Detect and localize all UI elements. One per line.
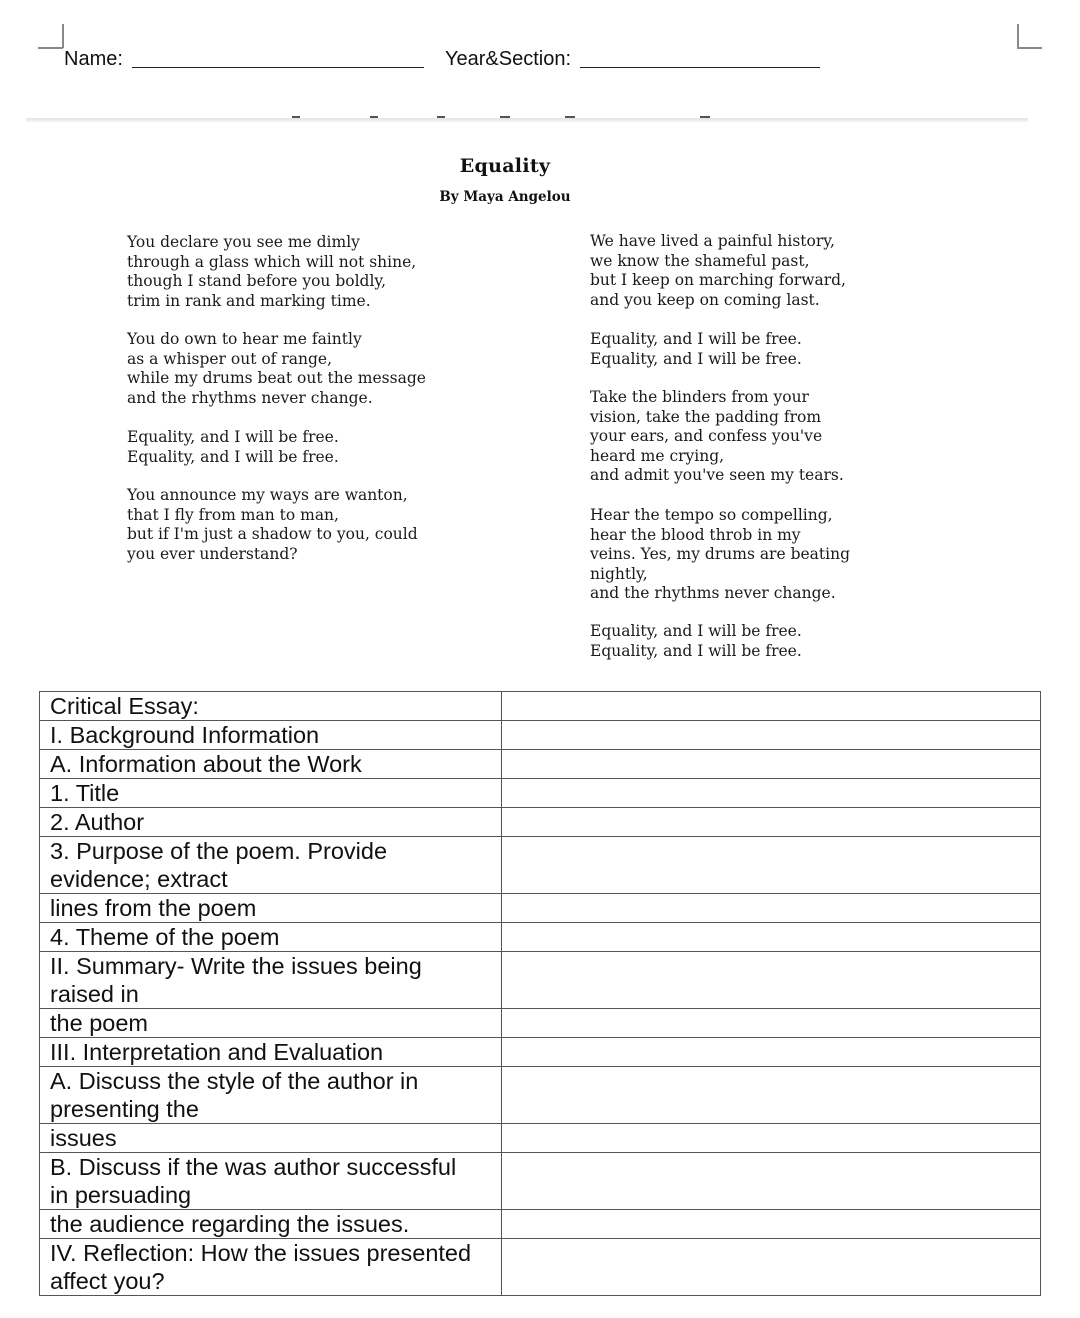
poem-line: You announce my ways are wanton, (127, 486, 408, 504)
poem-stanza (127, 330, 426, 408)
poem-line: your ears, and confess you've (590, 427, 823, 446)
row-label: the audience regarding the issues. (40, 1210, 502, 1239)
poem-refrain (590, 330, 802, 369)
poem-line: while my drums beat out the message (127, 369, 426, 388)
table-row (40, 1124, 1041, 1153)
answer-cell[interactable] (502, 894, 1041, 923)
year-section-label: Year&Section: (445, 48, 572, 70)
crop-mark-top-left-horizontal (38, 47, 63, 49)
poem-line: Equality, and I will be free. (590, 641, 802, 660)
critical-essay-table (39, 691, 1041, 1296)
table-row (40, 894, 1041, 923)
poem-line: You declare you see me dimly (127, 233, 360, 251)
poem-line: you ever understand? (127, 544, 298, 563)
poem-refrain (127, 428, 339, 467)
poem-line: Equality, and I will be free. (590, 349, 802, 368)
table-row (40, 1239, 1041, 1296)
poem-title: Equality (459, 155, 551, 177)
poem-line: Take the blinders from your (590, 388, 809, 406)
row-label: 3. Purpose of the poem. Provide evidence; extract (40, 837, 502, 894)
row-label: Critical Essay: (40, 692, 502, 721)
answer-cell[interactable] (502, 1067, 1041, 1124)
table-row (40, 1067, 1041, 1124)
table-row (40, 923, 1041, 952)
poem-line: You do own to hear me faintly (127, 330, 362, 348)
poem-stanza (127, 233, 416, 311)
row-label: B. Discuss if the was author successful in persuading (40, 1153, 502, 1210)
poem-line: hear the blood throb in my (590, 525, 801, 544)
table-row (40, 1038, 1041, 1067)
poem-line: as a whisper out of range, (127, 349, 333, 368)
crop-mark-top-left-vertical (62, 24, 64, 48)
answer-cell[interactable] (502, 808, 1041, 837)
row-label: 4. Theme of the poem (40, 923, 502, 952)
name-blank-line[interactable] (132, 67, 424, 68)
poem-line: and the rhythms never change. (127, 388, 373, 407)
poem-refrain (590, 622, 802, 661)
answer-cell[interactable] (502, 1239, 1041, 1296)
answer-cell[interactable] (502, 721, 1041, 750)
poem-line: We have lived a painful history, (590, 232, 835, 250)
table-row (40, 1009, 1041, 1038)
table-row (40, 1210, 1041, 1239)
poem-line: but I keep on marching forward, (590, 271, 846, 290)
poem-line: veins. Yes, my drums are beating (590, 545, 850, 564)
row-label: lines from the poem (40, 894, 502, 923)
poem-line: Hear the tempo so compelling, (590, 506, 833, 524)
poem-line: though I stand before you boldly, (127, 272, 387, 291)
row-label: IV. Reflection: How the issues presented affect you? (40, 1239, 502, 1296)
poem-line: vision, take the padding from (590, 407, 822, 426)
poem-line: nightly, (590, 564, 648, 583)
poem-stanza (590, 506, 850, 604)
table-row (40, 952, 1041, 1009)
poem-stanza (590, 388, 844, 486)
poem-line: and you keep on coming last. (590, 290, 820, 309)
poem-author: By Maya Angelou (439, 189, 571, 205)
crop-mark-top-right-horizontal (1017, 47, 1042, 49)
answer-cell[interactable] (502, 1153, 1041, 1210)
row-label: A. Discuss the style of the author in presenting the (40, 1067, 502, 1124)
poem-line: and admit you've seen my tears. (590, 466, 844, 485)
poem-line: we know the shameful past, (590, 251, 810, 270)
answer-cell[interactable] (502, 692, 1041, 721)
name-label: Name: (64, 48, 123, 70)
poem-line: Equality, and I will be free. (590, 622, 802, 640)
answer-cell[interactable] (502, 837, 1041, 894)
table-row (40, 721, 1041, 750)
poem-stanza (590, 232, 846, 310)
poem-line: but if I'm just a shadow to you, could (127, 525, 418, 544)
answer-cell[interactable] (502, 923, 1041, 952)
table-row (40, 837, 1041, 894)
answer-cell[interactable] (502, 1038, 1041, 1067)
answer-cell[interactable] (502, 952, 1041, 1009)
year-section-blank-line[interactable] (580, 67, 820, 68)
answer-cell[interactable] (502, 1124, 1041, 1153)
row-label: II. Summary- Write the issues being raised in (40, 952, 502, 1009)
student-info-header (64, 48, 864, 76)
row-label: the poem (40, 1009, 502, 1038)
table-row (40, 1153, 1041, 1210)
row-label: A. Information about the Work (40, 750, 502, 779)
poem-line: heard me crying, (590, 446, 725, 465)
poem-line: that I fly from man to man, (127, 505, 339, 524)
table-row (40, 808, 1041, 837)
table-row (40, 692, 1041, 721)
poem-line: Equality, and I will be free. (590, 330, 802, 348)
answer-cell[interactable] (502, 779, 1041, 808)
poem-line: Equality, and I will be free. (127, 447, 339, 466)
poem-line: through a glass which will not shine, (127, 252, 417, 271)
row-label: issues (40, 1124, 502, 1153)
table-row (40, 750, 1041, 779)
table-row (40, 779, 1041, 808)
divider-tick-marks (0, 116, 1080, 120)
answer-cell[interactable] (502, 1210, 1041, 1239)
row-label: 2. Author (40, 808, 502, 837)
row-label: I. Background Information (40, 721, 502, 750)
poem-line: trim in rank and marking time. (127, 291, 371, 310)
row-label: III. Interpretation and Evaluation (40, 1038, 502, 1067)
poem-line: Equality, and I will be free. (127, 428, 339, 446)
answer-cell[interactable] (502, 1009, 1041, 1038)
answer-cell[interactable] (502, 750, 1041, 779)
poem-line: and the rhythms never change. (590, 584, 836, 603)
poem-stanza (127, 486, 418, 564)
crop-mark-top-right-vertical (1017, 24, 1019, 48)
row-label: 1. Title (40, 779, 502, 808)
